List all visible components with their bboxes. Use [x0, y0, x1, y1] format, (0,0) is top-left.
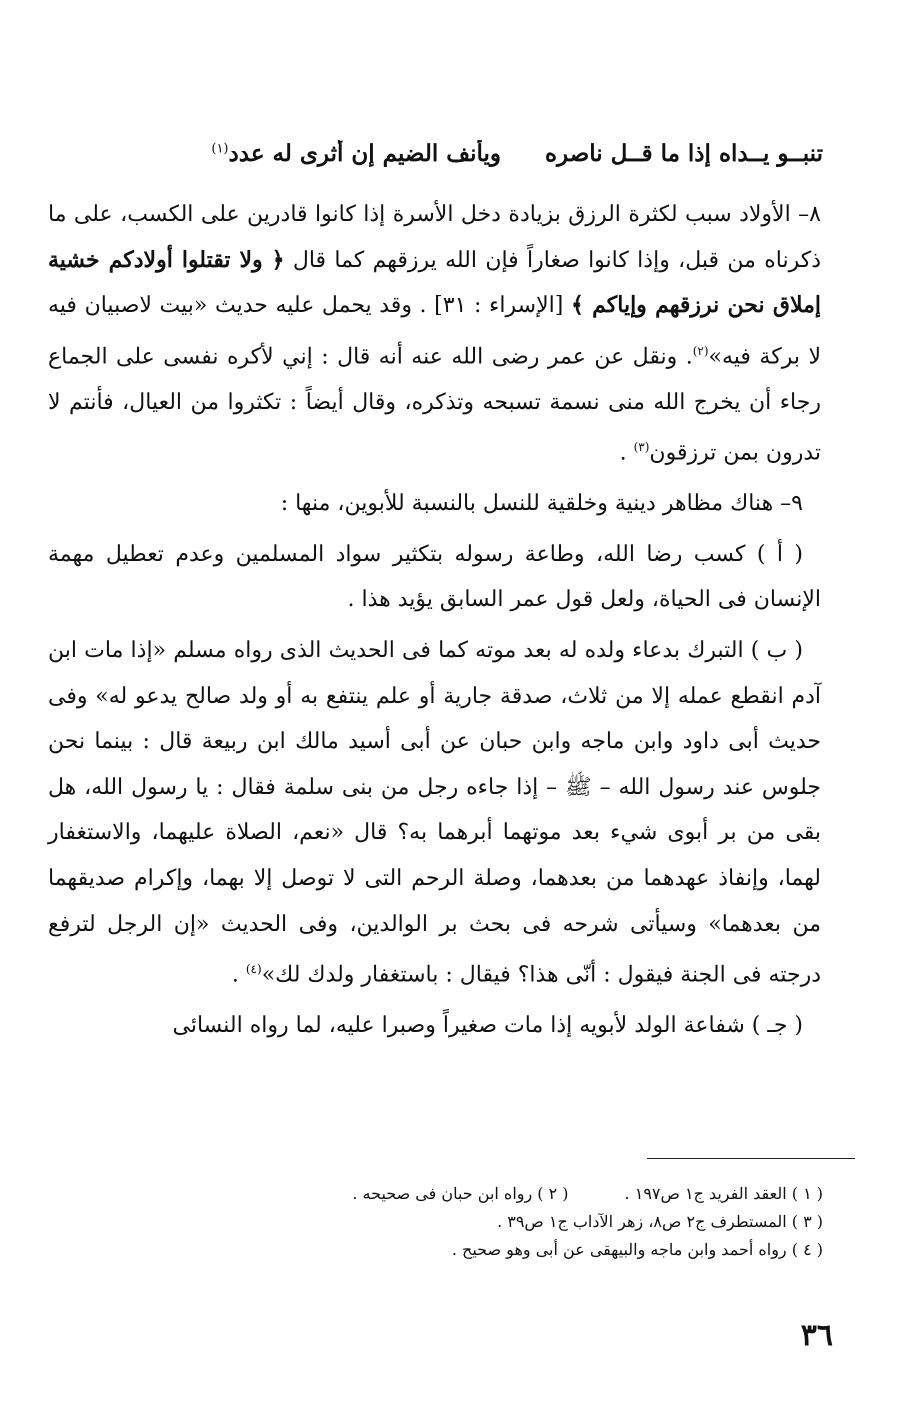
paragraph-8-umar: . ونقل عن عمر رضى الله عنه أنه قال : إني لأكره نفسى على الجماع رجاء أن يخرج الله منى نسمة تسبحه وتذكره، وقال أيضاً : تكثروا من العيال، فأنتم لا تدرون بمن ترزقون: [48, 344, 821, 466]
verse-hemistich-second-text: ويأنف الضيم إن أثرى له عدد: [228, 140, 501, 167]
paragraph-9-text: ٩– هناك مظاهر دينية وخلقية للنسل بالنسبة للأبوين، منها :: [280, 491, 803, 517]
paragraph-8: [48, 192, 821, 476]
footnote-ref-3: (٣): [633, 440, 650, 455]
paragraph-9: [48, 481, 821, 527]
paragraph-8-end: .: [619, 440, 634, 466]
main-text: [48, 192, 821, 1049]
footnotes: [60, 1180, 823, 1264]
paragraph-c-text: ( جـ ) شفاعة الولد لأبويه إذا مات صغيراً وصبرا عليه، لما رواه النسائى: [172, 1013, 803, 1039]
verse-hemistich-first: تنبــو يــداه إذا ما قــل ناصره: [545, 140, 823, 167]
paragraph-b-text: ( ب ) التبرك بدعاء ولده له بعد موته كما فى الحديث الذى رواه مسلم «إذا مات ابن آدم انقطع عمله إلا من ثلاث، صدقة جارية أو علم ينتفع به أو ولد صالح يدعو له» وفى حديث أبى داود وابن ماجه وابن حبان عن أبى أسيد مالك ابن ربيعة قال : بينما نحن جلوس عند رسول الله – ﷺ – إذا جاءه رجل من بنى سلمة فقال : يا رسول الله، هل بقى من بر أبوى شيء بعد موتهما أبرهما به؟ قال «نعم، الصلاة عليهما، والاستغفار لهما، وإنفاذ عهدهما من بعدهما، وصلة الرحم التى لا توصل إلا بهما، وإكرام صديقهما من بعدهما» وسيأتى شرحه فى بحث بر الوالدين، وفى الحديث «إن الرجل لترفع درجته فى الجنة فيقول : أنّى هذا؟ فيقال : باستغفار ولدك لك»: [48, 638, 821, 988]
page-number: ٣٦: [800, 1318, 833, 1353]
footnote-divider: [647, 1158, 855, 1159]
footnote-3: ( ٣ ) المستطرف ج٢ ص٨، زهر الآداب ج١ ص٣٩ .: [497, 1212, 823, 1231]
paragraph-b-end: .: [231, 962, 246, 988]
verse-hemistich-second: [211, 140, 501, 167]
footnote-ref-1: (١): [211, 141, 229, 157]
paragraph-8-intro: ٨– الأولاد سبب لكثرة الرزق بزيادة دخل الأسرة إذا كانوا قادرين على الكسب، على ما ذكرناه من قبل، وإذا كانوا صغاراً فإن الله يرزقهم كما قال: [48, 202, 821, 273]
footnote-ref-4: (٤): [245, 962, 262, 977]
footnote-2: ( ٢ ) رواه ابن حبان فى صحيحه .: [352, 1184, 569, 1203]
quran-quote: ﴿ ولا تقتلوا أولادكم خشية إملاق نحن نرزقهم وإياكم ﴾: [48, 246, 821, 319]
poetry-verse: [110, 140, 823, 167]
paragraph-c: [48, 1003, 821, 1049]
paragraph-a-text: ( أ ) كسب رضا الله، وطاعة رسوله بتكثير سواد المسلمين وعدم تعطيل مهمة الإنسان فى الحياة، ولعل قول عمر السابق يؤيد هذا .: [48, 541, 821, 613]
paragraph-8-hadith: [الإسراء : ٣١] . وقد يحمل عليه حديث «بيت لاصبيان فيه لا بركة فيه»: [48, 293, 821, 370]
paragraph-b: [48, 628, 821, 998]
footnote-4: ( ٤ ) رواه أحمد وابن ماجه والبيهقى عن أبى وهو صحيح .: [451, 1240, 823, 1259]
footnote-row-1: [60, 1180, 823, 1208]
paragraph-a: [48, 532, 821, 623]
footnote-ref-2: (٢): [692, 343, 709, 358]
footnote-1: ( ١ ) العقد الفريد ج١ ص١٩٧ .: [624, 1184, 823, 1203]
